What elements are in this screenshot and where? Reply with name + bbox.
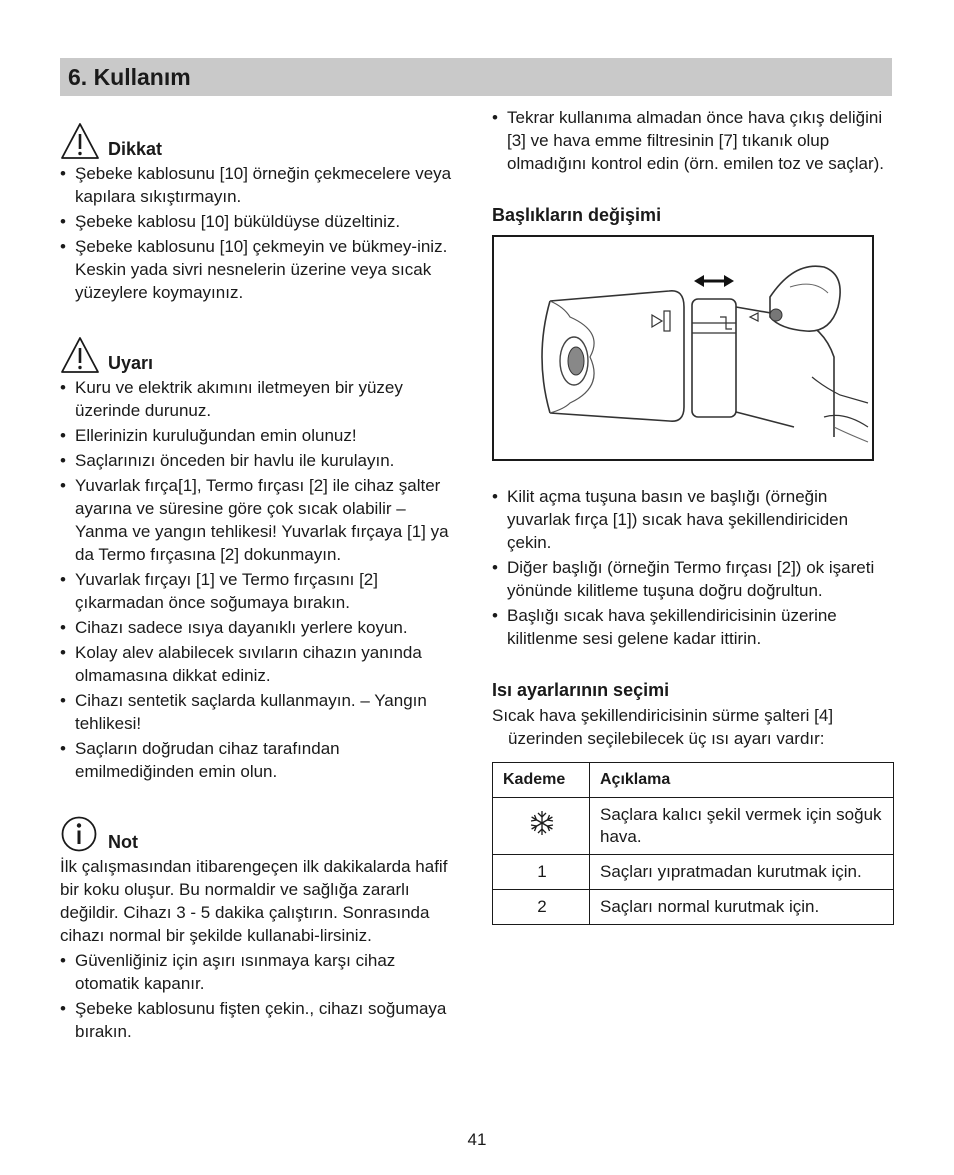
uyari-label: Uyarı [108,353,154,373]
left-column [60,120,460,1045]
column-header-description: Açıklama [590,763,894,798]
list-item: • Şebeke kablosunu fişten çekin., cihazı soğumaya bırakın. [60,997,460,1043]
right-column [492,106,894,925]
list-item: • Yuvarlak fırçayı [1] ve Termo fırçasını [2] çıkarmadan önce soğumaya bırakın. [60,568,460,614]
hair-styler-drawing [494,237,872,459]
list-item: • Başlığı sıcak hava şekillendiricisinin üzerine kilitlenme sesi gelene kadar ittirin. [492,604,894,650]
description-cell: Saçları normal kurutmak için. [590,890,894,925]
dikkat-label: Dikkat [108,139,163,159]
list-item: • Güvenliğiniz için aşırı ısınmaya karşı cihaz otomatik kapanır. [60,949,460,995]
table-header-row [493,763,894,798]
table-row [493,855,894,890]
list-item: • Diğer başlığı (örneğin Termo fırçası [2]) ok işareti yönünde kilitleme tuşuna doğru doğrultun. [492,556,894,602]
list-item: • Yuvarlak fırça[1], Termo fırçası [2] ile cihaz şalter ayarına ve süresine göre çok sıcak olabilir – Yanma ve yangın tehlikesi! Yuvarlak fırçaya [1] ya da Termo fırçasına [2] dokunmayın. [60,474,460,566]
cleaning-list [492,106,894,175]
description-cell: Saçları yıpratmadan kurutmak için. [590,855,894,890]
warning-triangle-icon [60,336,100,374]
attachments-list [492,485,894,650]
description-cell: Saçlara kalıcı şekil vermek için soğuk hava. [590,798,894,855]
not-list [60,949,460,1043]
list-item: • Saçların doğrudan cihaz tarafından emilmediğinden emin olun. [60,737,460,783]
list-item: • Tekrar kullanıma almadan önce hava çıkış deliğini [3] ve hava emme filtresinin [7] tıkanık olup olmadığını kontrol edin (örn. emilen toz ve saçlar). [492,106,894,175]
list-item: • Kuru ve elektrik akımını iletmeyen bir yüzey üzerinde durunuz. [60,376,460,422]
page-number: 41 [467,1130,487,1149]
section-header-bar [60,58,892,96]
level-cell: 1 [493,855,590,890]
not-heading [60,813,460,853]
list-item: • Şebeke kablosu [10] büküldüyse düzeltiniz. [60,210,460,233]
info-circle-icon [60,815,100,853]
not-paragraph: İlk çalışmasından itibarengeçen ilk dakikalarda hafif bir koku oluşur. Bu normaldir ve sağlığa zararlı değildir. Cihazı 3 - 5 dakika çalıştırın. Sonrasında cihazı normal bir şekilde kullanabi-lirsiniz. [60,857,448,945]
heat-heading: Isı ayarlarının seçimi [492,680,670,700]
uyari-list [60,376,460,783]
list-item: • Şebeke kablosunu [10] örneğin çekmecelere veya kapılara sıkıştırmayın. [60,162,460,208]
uyari-heading [60,334,460,374]
heat-settings-table [492,762,894,925]
heat-intro: Sıcak hava şekillendiricisinin sürme şalteri [4] üzerinden seçilebilecek üç ısı ayarı vardır: [492,706,834,748]
attachment-change-illustration [492,235,874,461]
warning-triangle-icon [60,122,100,160]
table-row [493,798,894,855]
table-row [493,890,894,925]
level-cell: 2 [493,890,590,925]
list-item: • Cihazı sentetik saçlarda kullanmayın. – Yangın tehlikesi! [60,689,460,735]
list-item: • Şebeke kablosunu [10] çekmeyin ve bükmey-iniz. Keskin yada sivri nesnelerin üzerine veya sıcak yüzeylere koymayınız. [60,235,460,304]
list-item: • Ellerinizin kuruluğundan emin olunuz! [60,424,460,447]
dikkat-list [60,162,460,304]
not-label: Not [108,832,138,852]
list-item: • Cihazı sadece ısıya dayanıklı yerlere koyun. [60,616,460,639]
dikkat-heading [60,120,460,160]
column-header-level: Kademe [493,763,590,798]
level-cell [493,798,590,855]
snowflake-icon [528,809,556,837]
list-item: • Kolay alev alabilecek sıvıların cihazın yanında olmamasına dikkat ediniz. [60,641,460,687]
attachments-heading: Başlıkların değişimi [492,205,662,225]
section-title: 6. Kullanım [68,64,191,90]
list-item: • Saçlarınızı önceden bir havlu ile kurulayın. [60,449,460,472]
list-item: • Kilit açma tuşuna basın ve başlığı (örneğin yuvarlak fırça [1]) sıcak hava şekillendiriciden çekin. [492,485,894,554]
